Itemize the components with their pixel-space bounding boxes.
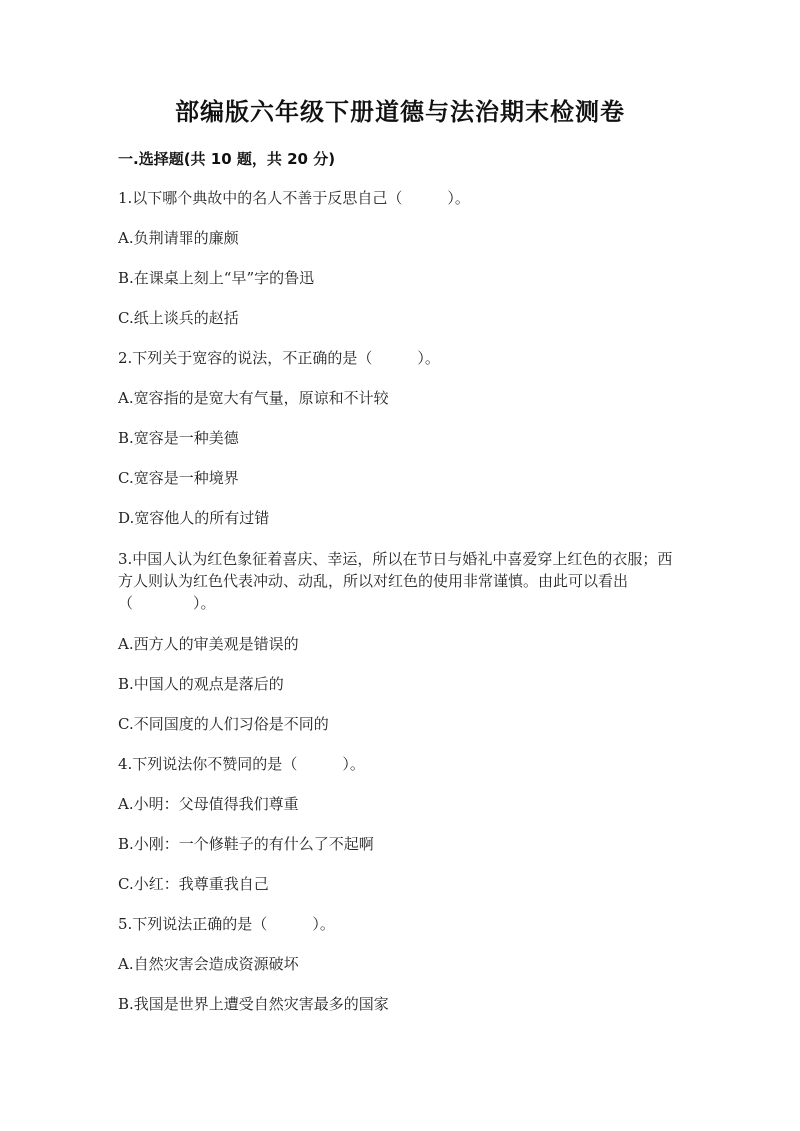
option-c: C.小红：我尊重我自己 [118, 875, 269, 893]
option-b: B.中国人的观点是落后的 [118, 675, 284, 693]
question-text: 2.下列关于宽容的说法，不正确的是（ ）。 [118, 349, 440, 367]
option-d: D.宽容他人的所有过错 [118, 509, 270, 527]
option-b: B.宽容是一种美德 [118, 429, 239, 447]
question-text: 1.以下哪个典故中的名人不善于反思自己（ ）。 [118, 189, 470, 207]
section-heading: 一.选择题(共 10 题，共 20 分) [118, 150, 336, 168]
option-c: C.宽容是一种境界 [118, 469, 239, 487]
question-2 [118, 348, 684, 528]
option-b: B.在课桌上刻上“早”字的鲁迅 [118, 269, 315, 287]
question-list [118, 188, 684, 1034]
option-a: A.西方人的审美观是错误的 [118, 635, 299, 653]
question-4 [118, 754, 684, 894]
question-text: 5.下列说法正确的是（ ）。 [118, 915, 335, 933]
option-b: B.小刚：一个修鞋子的有什么了不起啊 [118, 835, 374, 853]
option-a: A.小明：父母值得我们尊重 [118, 795, 299, 813]
question-3 [118, 548, 684, 734]
question-text: 4.下列说法你不赞同的是（ ）。 [118, 755, 365, 773]
option-a: A.负荆请罪的廉颇 [118, 229, 239, 247]
option-c: C.不同国度的人们习俗是不同的 [118, 715, 329, 733]
option-b: B.我国是世界上遭受自然灾害最多的国家 [118, 995, 389, 1013]
question-1 [118, 188, 684, 328]
option-c: C.纸上谈兵的赵括 [118, 309, 239, 327]
option-a: A.自然灾害会造成资源破坏 [118, 955, 299, 973]
question-5 [118, 914, 684, 1014]
page-title: 部编版六年级下册道德与法治期末检测卷 [175, 98, 625, 126]
option-a: A.宽容指的是宽大有气量，原谅和不计较 [118, 389, 389, 407]
question-text: 3.中国人认为红色象征着喜庆、幸运，所以在节日与婚礼中喜爱穿上红色的衣服；西方人则认为红色代表冲动、动乱，所以对红色的使用非常谨慎。由此可以看出（ ）。 [118, 550, 673, 612]
